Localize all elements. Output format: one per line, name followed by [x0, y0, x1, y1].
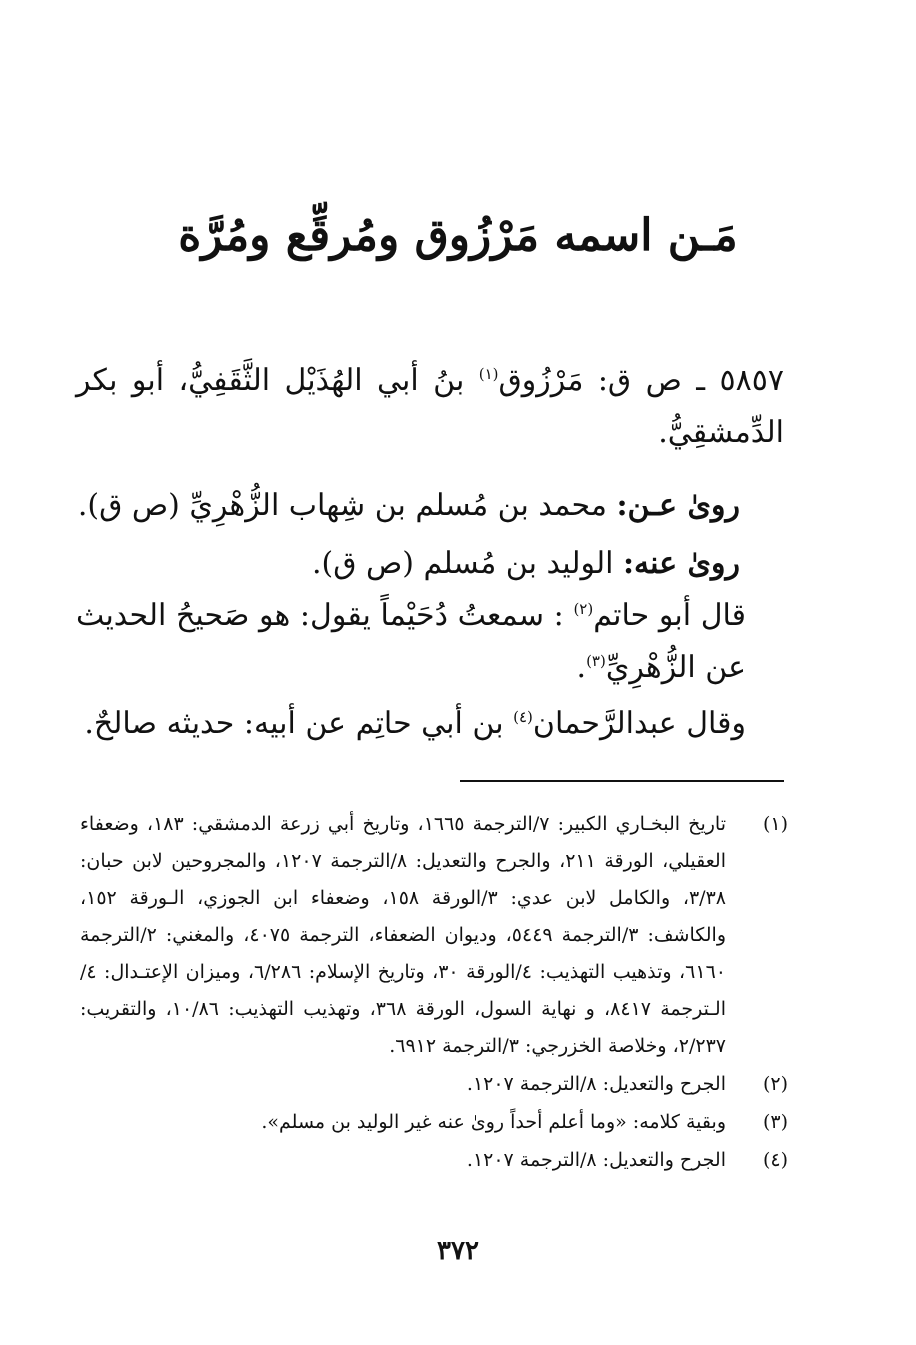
- footnote-4: [80, 1142, 788, 1179]
- footnote-text: الجرح والتعديل: ٨/الترجمة ١٢٠٧.: [466, 1073, 726, 1095]
- footnote-2: [80, 1066, 788, 1103]
- abu-hatim-end: .: [576, 650, 587, 685]
- footnote-ref-1[interactable]: (١): [478, 365, 499, 383]
- footnote-number: (٣): [762, 1111, 788, 1133]
- footnote-ref-4[interactable]: (٤): [513, 708, 533, 726]
- narrated-from-text: محمد بن مُسلم بن شِهاب الزُّهْرِيِّ (ص ق).: [77, 488, 607, 523]
- footnotes-section: [80, 806, 788, 1180]
- chapter-title: مَـن اسمه مَرْزُوق ومُرقِّع ومُرَّة: [178, 210, 738, 261]
- narrated-by-text: الوليد بن مُسلم (ص ق).: [311, 546, 614, 581]
- footnote-text: تاريخ البخـاري الكبير: ٧/الترجمة ١٦٦٥، وتاريخ أبي زرعة الدمشقي: ١٨٣، وضعفاء العقيلي، الورقة ٢١١، والجرح والتعديل: ٨/الترجمة ١٢٠٧، والمجروحين لابن حبان: ٣/٣٨، والكامل لابن عدي: ٣/الورقة ١٥٨، وضعفاء ابن الجوزي، الـورقة ١٥٢، والكاشف: ٣/الترجمة ٥٤٤٩، وديوان الضعفاء، الترجمة ٤٠٧٥، والمغني: ٢/الترجمة ٦١٦٠، وتذهيب التهذيب: ٤/الورقة ٣٠، وتاريخ الإسلام: ٦/٢٨٦، وميزان الإعتـدال: ٤/الـترجمة ٨٤١٧، و نهاية السول، الورقة ٣٦٨، وتهذيب التهذيب: ١٠/٨٦، والتقريب: ٢/٢٣٧، وخلاصة الخزرجي: ٣/الترجمة ٦٩١٢.: [80, 813, 726, 1057]
- entry-codes: ـ ص ق:: [597, 363, 706, 398]
- footnote-text: الجرح والتعديل: ٨/الترجمة ١٢٠٧.: [466, 1149, 726, 1171]
- footnote-1: [80, 806, 788, 1065]
- narrated-by-label: روىٰ عنه:: [622, 546, 740, 581]
- narrated-from-label: روىٰ عـن:: [616, 488, 740, 523]
- footnote-ref-3[interactable]: (٣): [586, 652, 606, 670]
- abu-hatim-lead: قال أبو حاتم: [593, 598, 746, 633]
- footnote-text: وبقية كلامه: «وما أعلم أحداً روىٰ عنه غير الوليد بن مسلم».: [261, 1111, 726, 1133]
- narrated-by-line: [76, 538, 778, 590]
- footnote-number: (١): [762, 813, 788, 835]
- entry-lineage: بنُ أبي الهُذَيْل الثَّقَفِيُّ، أبو بكر الدِّمشقِيُّ.: [76, 363, 784, 450]
- footnote-ref-2[interactable]: (٢): [573, 600, 594, 618]
- abdurrahman-text: بن أبي حاتِم عن أبيه: حديثه صالحٌ.: [84, 706, 504, 741]
- narrated-from-line: [76, 480, 778, 532]
- abu-hatim-text: : سمعتُ دُحَيْماً يقول: هو صَحيحُ الحديث عن الزُّهْرِيِّ: [76, 598, 746, 685]
- biography-entry: [76, 355, 784, 459]
- abdurrahman-quote: [76, 698, 784, 750]
- page-number: ٣٧٢: [437, 1236, 479, 1266]
- footnote-number: (٤): [762, 1149, 788, 1171]
- abu-hatim-quote: [76, 590, 784, 694]
- footnote-number: (٢): [762, 1073, 788, 1095]
- abdurrahman-lead: وقال عبدالرَّحمان: [532, 706, 746, 741]
- entry-name: مَرْزُوق: [498, 363, 584, 398]
- footnote-divider: [460, 780, 784, 782]
- footnote-3: [80, 1104, 788, 1141]
- entry-number: ٥٨٥٧: [719, 363, 784, 398]
